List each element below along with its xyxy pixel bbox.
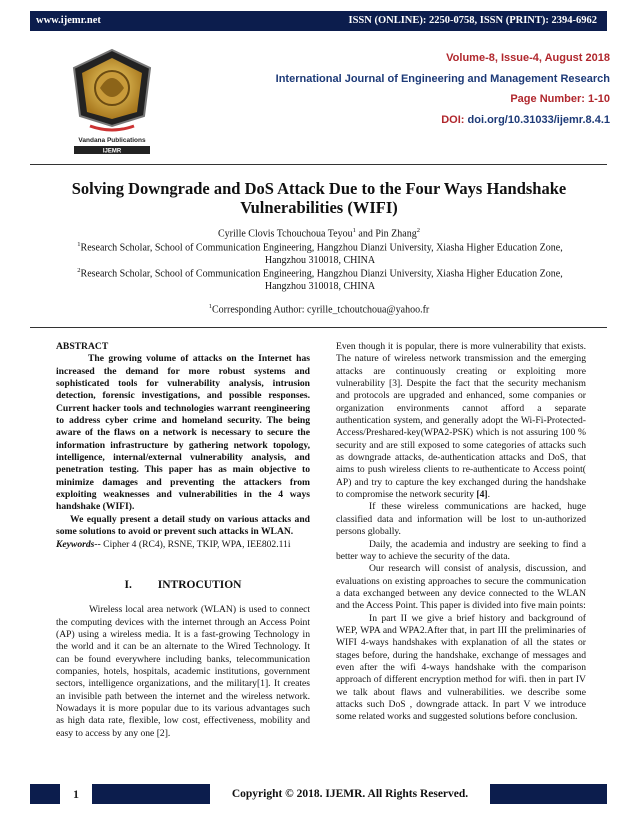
- right-paragraph-1-end: .: [487, 489, 491, 501]
- section-1-heading: I. INTROCUTION: [124, 578, 242, 591]
- corresponding-author: [60, 303, 578, 315]
- page-number-box: 1: [60, 784, 92, 804]
- paper-title: [40, 179, 598, 217]
- header-bar: [30, 11, 607, 31]
- intro-paragraph-1: Wireless local area network (WLAN) is used to connect the computing devices with the internet through an Access Point (AP) using a wireless media. It is a fast-growing Technology in the world and it can be an alternate to the Wired Technology. It can be found everywhere including banks, telecommunication companies, hotels, hospitals, academic institutions, government sectors, intelligence organizations, and the military[1]. It creates an invisible path between the internet and the wireless network. Nowadays it is more popular due to its various advantages such as high data rate, flexible, low cost, effectiveness, mobility and easy to access by any one [2].: [56, 604, 310, 739]
- abstract-paragraph-2: We equally present a detail study on various attacks and some solutions to avoid or prevent such attacks in WLAN.: [56, 513, 310, 538]
- title-line-1: Solving Downgrade and DoS Attack Due to the Four Ways Handshake: [71, 179, 567, 198]
- journal-info: [276, 48, 610, 130]
- corresponding-text: Corresponding Author: cyrille_tchoutchoua@yahoo.fr: [212, 304, 430, 316]
- citation-4: [4]: [476, 489, 488, 501]
- title-line-2: Vulnerabilities (WIFI): [240, 198, 398, 217]
- header-divider: [30, 164, 607, 165]
- doi-link[interactable]: doi.org/10.31033/ijemr.8.4.1: [467, 113, 610, 126]
- right-paragraph-5: In part II we give a brief history and background of WEP, WPA and WPA2.After that, in part III the preliminaries of WIFI 4-ways handshakes with explanation of all the states or stages before, during the handshake, exchange of messages and even after the wifi 4-ways handshake with the comparison approach of different encryption method for wifi. then in part IV we talk about flaws and vulnerabilities. we describe some attacks such DoS , downgrade attack. In part V we introduce some related works and suggested solutions before conclusion.: [336, 612, 586, 723]
- affiliation-2: [50, 264, 590, 293]
- author-separator: and: [355, 228, 376, 240]
- body-divider: [30, 327, 607, 328]
- affil-1-sup: 1: [77, 241, 81, 248]
- logo-abbrev: IJEMR: [102, 148, 122, 155]
- issn-text: ISSN (ONLINE): 2250-0758, ISSN (PRINT): 2394-6962: [348, 15, 597, 26]
- abstract-heading: ABSTRACT: [56, 341, 109, 352]
- right-column: [336, 341, 586, 724]
- website-url[interactable]: www.ijemr.net: [36, 15, 101, 26]
- copyright-text: Copyright © 2018. IJEMR. All Rights Reserved.: [210, 784, 490, 804]
- affil-2-line-1: Research Scholar, School of Communication Engineering, Hangzhou Dianzi University, Xiasha Higher Education Zone,: [80, 268, 563, 280]
- affil-2-sup: 2: [77, 267, 81, 274]
- author-1: Cyrille Clovis Tchouchoua Teyou: [218, 228, 353, 240]
- affil-1-line-1: Research Scholar, School of Communication Engineering, Hangzhou Dianzi University, Xiasha Higher Education Zone,: [80, 242, 563, 254]
- author-1-sup: 1: [352, 227, 356, 234]
- keywords-label: Keywords--: [56, 538, 101, 550]
- corr-sup: 1: [208, 303, 213, 310]
- affil-2-line-2: Hangzhou 310018, CHINA: [264, 281, 376, 293]
- right-paragraph-4: Our research will consist of analysis, discussion, and evaluations on existing approaches to secure the communication a data exchanged between any device connected to the WLAN and the Access Point. This paper is divided into five main points:: [336, 563, 586, 612]
- left-column: [56, 341, 310, 740]
- volume-issue: Volume-8, Issue-4, August 2018: [446, 52, 610, 64]
- author-2-sup: 2: [416, 227, 420, 234]
- page-number: Page Number: 1-10: [510, 93, 610, 105]
- right-paragraph-1-text: Even though it is popular, there is more vulnerability that exists. The nature of wireless network transmission and the emerging attacks are continuously creating or exploiting more vulnerability [3]. Despite the fact that the security mechanism and protocols are upgraded and enhanced, some companies or organization environments cannot afford a separate authentication system, and generally adopt the Wi-Fi-Protected-Access/Preshared-key(WPA2-PSK) which is not assuring 100 % security and are still exposed to some categories of attacks such as downgrade attacks, de-authentication attacks and DoS, that aims to push wireless clients to re-authenticate to Access point( AP) and try to capture the key exchanged during the handshake to compromise the network security: [336, 341, 586, 501]
- journal-name: International Journal of Engineering and Management Research: [275, 72, 610, 85]
- right-paragraph-1: [336, 341, 586, 501]
- doi-line: [276, 110, 610, 131]
- footer-bar: [30, 784, 607, 804]
- affiliation-1: [50, 238, 590, 267]
- journal-logo: [60, 46, 164, 156]
- right-paragraph-3: Daily, the academia and industry are seeking to find a better way to achieve the security of the data.: [336, 538, 586, 562]
- logo-publisher: Vandana Publications: [78, 137, 146, 144]
- keywords: [56, 539, 310, 551]
- affil-1-line-2: Hangzhou 310018, CHINA: [264, 255, 376, 267]
- author-2: Pin Zhang: [375, 228, 417, 240]
- abstract-paragraph-1: The growing volume of attacks on the Internet has increased the demand for more robust systems and sophisticated tools for vulnerability analysis, intrusion detection, forensic investigations, and possible responses. Current hacker tools and technologies warrant reengineering to address cyber crime and homeland security. The being aware of the flaws on a network is necessary to secure the information infrastructure by gathering network topology, intelligence, internal/external vulnerability analysis, and penetration testing. This paper has as main objective to minimize damages and preventing the attackers from exploiting weaknesses and vulnerabilities in the 4 ways handshake (WIFI).: [56, 353, 310, 513]
- doi-label: DOI:: [441, 113, 465, 126]
- right-paragraph-2: If these wireless communications are hacked, huge classified data and information will be lost to un-authorized persons globally.: [336, 501, 586, 538]
- keywords-text: Cipher 4 (RC4), RSNE, TKIP, WPA, IEE802.11i: [100, 538, 291, 550]
